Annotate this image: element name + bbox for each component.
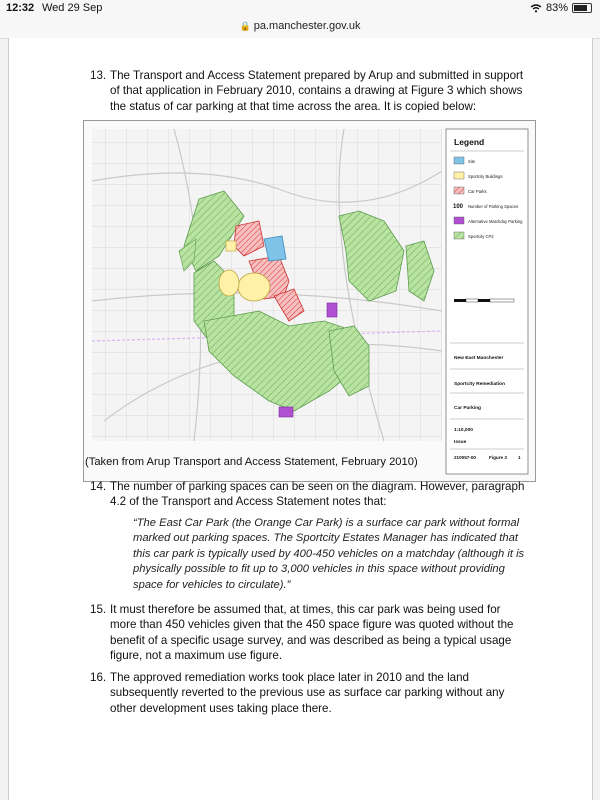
matchday-parking-south bbox=[279, 407, 293, 417]
arena-building bbox=[219, 270, 239, 296]
map-svg bbox=[84, 121, 535, 481]
paragraph-number: 15. bbox=[90, 603, 107, 616]
sportcity-building bbox=[226, 241, 236, 251]
status-bar bbox=[0, 0, 600, 16]
project-label: New East Manchester bbox=[454, 356, 504, 361]
svg-text:100: 100 bbox=[453, 204, 464, 210]
stadium bbox=[238, 273, 270, 301]
figure-number: Figure 3 bbox=[489, 455, 507, 460]
paragraph-text: The approved remediation works took place later in 2010 and the land subsequently reverted to the previous use as surface car parking without any other development uses taking place there. bbox=[110, 671, 505, 715]
drawing-title: Car Parking bbox=[454, 406, 481, 411]
legend-panel bbox=[446, 129, 528, 474]
battery-percent: 83% bbox=[545, 2, 568, 14]
svg-text:Site: Site bbox=[468, 159, 476, 164]
paragraph-13 bbox=[90, 68, 530, 114]
battery-icon bbox=[572, 3, 592, 13]
paragraph-number: 14. bbox=[90, 480, 107, 493]
legend-item-car-parks bbox=[454, 187, 487, 194]
document-page bbox=[8, 38, 593, 800]
paragraph-16 bbox=[90, 670, 530, 716]
paragraph-14 bbox=[90, 479, 530, 510]
title-label: Sportcity Remediation bbox=[454, 382, 505, 387]
figure-caption: (Taken from Arup Transport and Access Statement, February 2010) bbox=[85, 456, 418, 468]
legend-title: Legend bbox=[454, 137, 485, 147]
scale-value: 1:10,000 bbox=[454, 428, 473, 433]
svg-text:Car Parks: Car Parks bbox=[468, 189, 487, 194]
wifi-icon bbox=[530, 4, 542, 13]
clock: 12:32 bbox=[6, 2, 35, 14]
paragraph-text: It must therefore be assumed that, at times, this car park was being used for more than 450 vehicles given that the 450 space figure was quoted without the benefit of a specific usage survey, and was described as being a typical usage figure, not a maximum use figure. bbox=[110, 603, 514, 663]
svg-text:Number of Parking Spaces: Number of Parking Spaces bbox=[468, 204, 519, 209]
car-parking-figure bbox=[83, 120, 536, 482]
quoted-statement: “The East Car Park (the Orange Car Park) is a surface car park without formal marked out parking spaces. The Sportcity Estates Manager has indicated that this car park is typically used by 400-450 vehicles on a matchday (although it is physically possible to fit up to 3,000 vehicles in this space without providing space for vehicles to circulate).” bbox=[133, 517, 525, 591]
scale-bar bbox=[454, 299, 514, 302]
status-value: Issue bbox=[454, 440, 467, 445]
legend-item-sportcity-cp2 bbox=[454, 232, 494, 239]
status-right bbox=[530, 2, 592, 14]
svg-text:Sportcity Buildings: Sportcity Buildings bbox=[468, 174, 503, 179]
paragraph-number: 13. bbox=[90, 69, 107, 82]
paragraph-15 bbox=[90, 602, 530, 664]
paragraph-text: The Transport and Access Statement prepared by Arup and submitted in support of that application in February 2010, contains a drawing at Figure 3 which shows the status of car parking at that time across the area. It is copied below: bbox=[110, 69, 524, 113]
address-bar[interactable] bbox=[0, 16, 600, 39]
url-text[interactable]: pa.manchester.gov.uk bbox=[253, 20, 361, 32]
legend-item-sportcity-buildings bbox=[454, 172, 502, 179]
paragraph-number: 16. bbox=[90, 671, 107, 684]
svg-text:Sportcity CP2: Sportcity CP2 bbox=[468, 234, 494, 239]
date: Wed 29 Sep bbox=[42, 2, 103, 14]
revision-number: 1 bbox=[518, 455, 521, 460]
drawing-number: 210057-00 bbox=[454, 455, 476, 460]
paragraph-text: The number of parking spaces can be seen on the diagram. However, paragraph 4.2 of the Transport and Access Statement notes that: bbox=[110, 480, 525, 509]
matchday-parking-east bbox=[327, 303, 337, 317]
lock-icon: 🔒 bbox=[239, 21, 251, 31]
svg-text:Alternative Matchday Parking: Alternative Matchday Parking bbox=[468, 219, 523, 224]
